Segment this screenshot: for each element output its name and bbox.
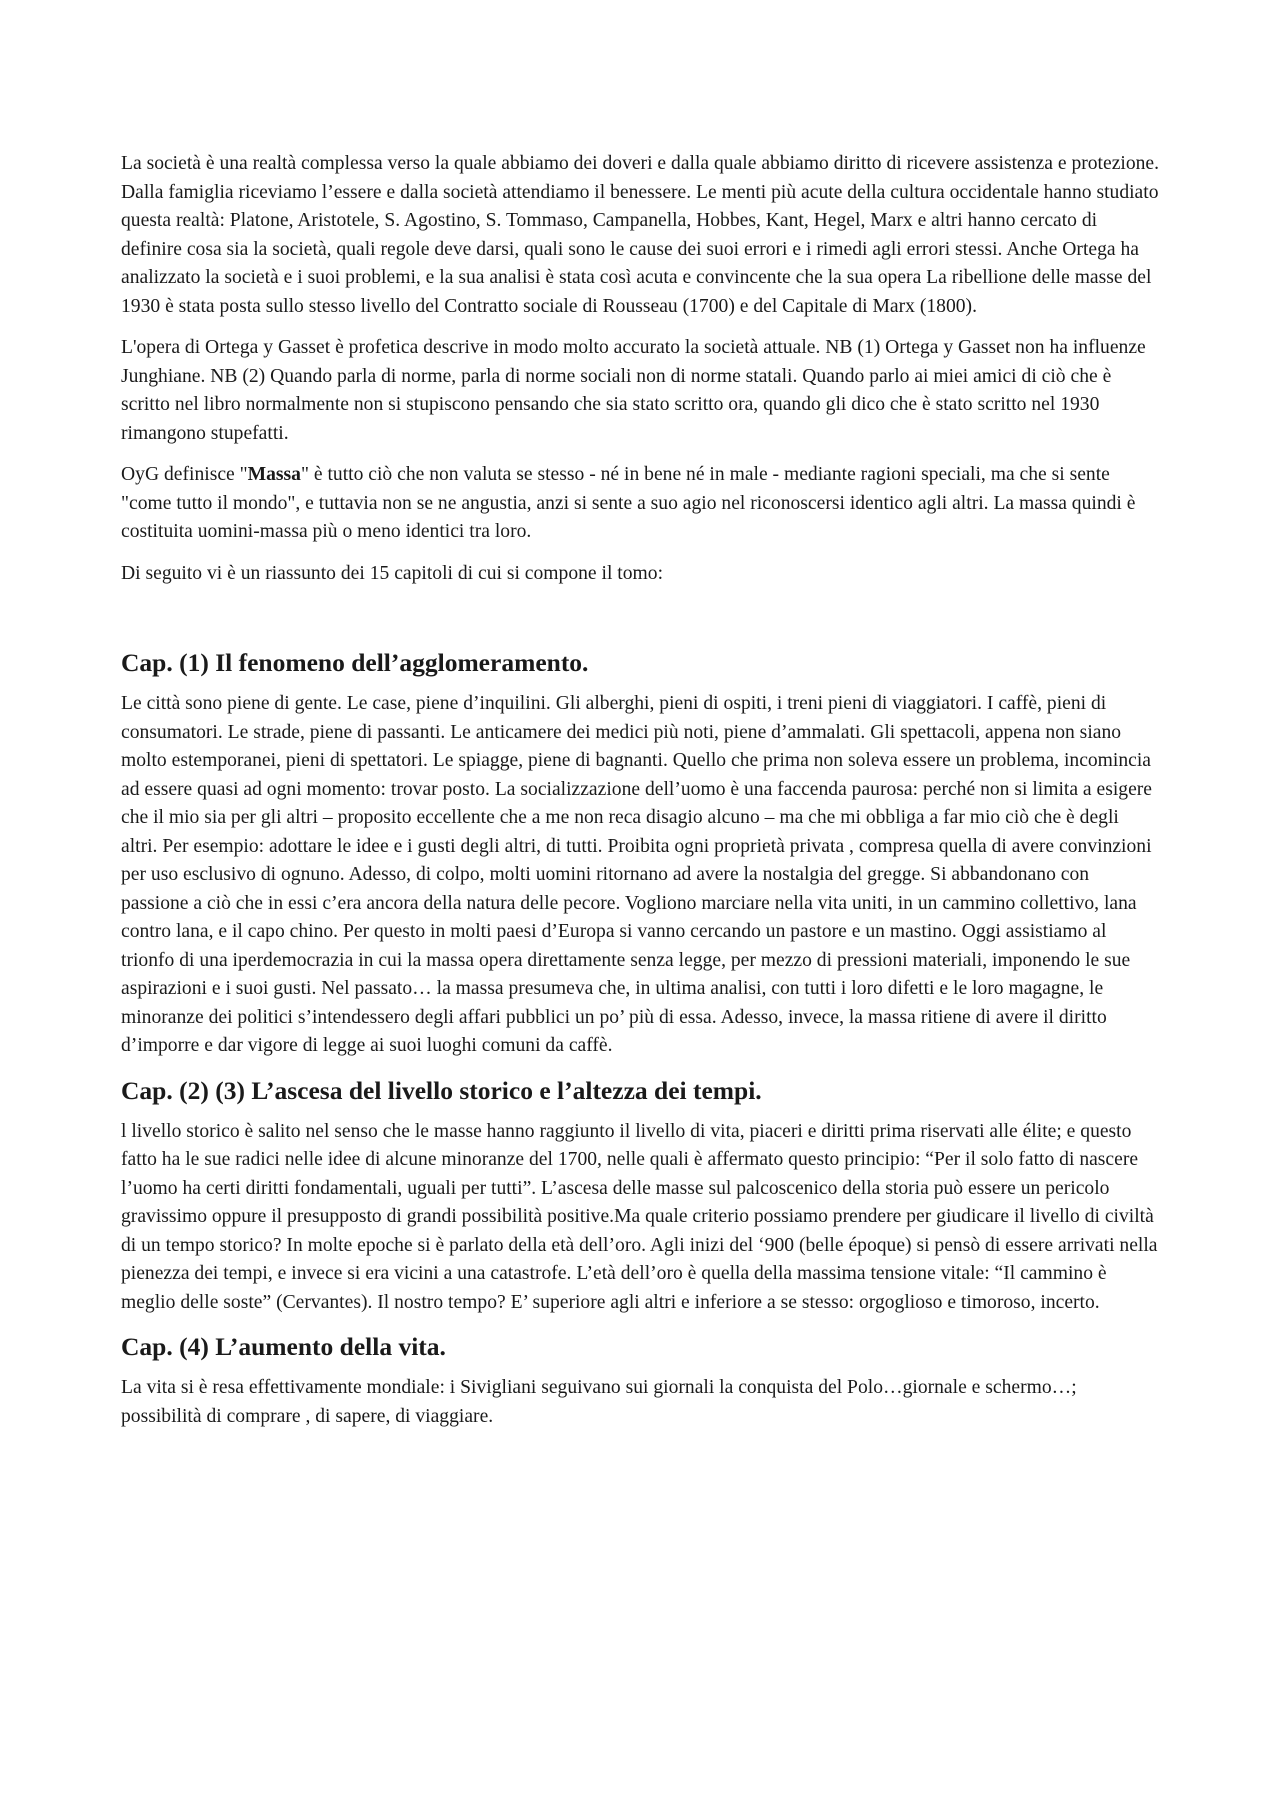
intro-paragraph-1: La società è una realtà complessa verso la quale abbiamo dei doveri e dalla quale abbiamo diritto di ricevere assistenza e protezione. Dalla famiglia riceviamo l’essere e dalla società attendiamo il benessere. Le menti più acute della cultura occidentale hanno studiato questa realtà: Platone, Aristotele, S. Agostino, S. Tommaso, Campanella, Hobbes, Kant, Hegel, Marx e altri hanno cercato di definire cosa sia la società, quali regole deve darsi, quali sono le cause dei suoi errori e i rimedi agli errori stessi. Anche Ortega ha analizzato la società e i suoi problemi, e la sua analisi è stata così acuta e convincente che la sua opera La ribellione delle masse del 1930 è stata posta sullo stesso livello del Contratto sociale di Rousseau (1700) e del Capitale di Marx (1800).: [121, 153, 1160, 317]
chapter-2-3: [121, 1074, 1160, 1318]
intro-paragraph-4: Di seguito vi è un riassunto dei 15 capitoli di cui si compone il tomo:: [121, 562, 664, 584]
chapter-1-title: Cap. (1) Il fenomeno dell’agglomeramento.: [121, 648, 589, 677]
chapter-1: [121, 646, 1160, 1061]
chapter-2-3-text: l livello storico è salito nel senso che le masse hanno raggiunto il livello di vita, piaceri e diritti prima riservati alle élite; e questo fatto ha le sue radici nelle idee di alcune minoranze del 1700, nelle quali è affermato questo principio: “Per il solo fatto di nascere l’uomo ha certi diritti fondamentali, uguali per tutti”. L’ascesa delle masse sul palcoscenico della storia può essere un pericolo gravissimo oppure il presupposto di grandi possibilità positive.Ma quale criterio possiamo prendere per giudicare il livello di civiltà di un tempo storico? In molte epoche si è parlato della età dell’oro. Agli inizi del ‘900 (belle époque) si pensò di essere arrivati nella pienezza dei tempi, e invece si era vicini a una catastrofe. L’età dell’oro è quella della massima tensione vitale: “Il cammino è meglio delle soste” (Cervantes). Il nostro tempo? E’ superiore agli altri e inferiore a se stesso: orgoglioso e timoroso, incerto.: [121, 1120, 1158, 1313]
intro-paragraph-2: L'opera di Ortega y Gasset è profetica descrive in modo molto accurato la società attuale. NB (1) Ortega y Gasset non ha influenze Junghiane. NB (2) Quando parla di norme, parla di norme sociali non di norme statali. Quando parlo ai miei amici di ciò che è scritto nel libro normalmente non si stupiscono pensando che sia stato scritto ora, quando gli dico che è stato scritto nel 1930 rimangono stupefatti.: [121, 337, 1146, 444]
chapter-2-3-title: Cap. (2) (3) L’ascesa del livello storico e l’altezza dei tempi.: [121, 1075, 762, 1105]
massa-term: Massa: [247, 464, 301, 485]
chapter-1-text: Le città sono piene di gente. Le case, piene d’inquilini. Gli alberghi, pieni di ospiti, i treni pieni di viaggiatori. I caffè, pieni di consumatori. Le strade, piene di passanti. Le anticamere dei medici più noti, piene d’ammalati. Gli spettacoli, appena non siano molto estemporanei, pieni di spettatori. Le spiagge, piene di bagnanti. Quello che prima non soleva essere un problema, incomincia ad essere quasi ad ogni momento: trovar posto. La socializzazione dell’uomo è una faccenda paurosa: perché non si limita a esigere che il mio sia per gli altri – proposito eccellente che a me non reca disagio alcuno – ma che mi obbliga a far mio ciò che è degli altri. Per esempio: adottare le idee e i gusti degli altri, di tutti. Proibita ogni proprietà privata , compresa quella di avere convinzioni per uso esclusivo di ognuno. Adesso, di colpo, molti uomini ritornano ad avere la nostalgia del gregge. Si abbandonano con passione a ciò che in essi c’era ancora della natura delle pecore. Vogliono marciare nella vita uniti, in un cammino collettivo, lana contro lana, e il capo chino. Per questo in molti paesi d’Europa si vanno cercando un pastore e un mastino. Oggi assistiamo al trionfo di una iperdemocrazia in cui la massa opera direttamente senza legge, per mezzo di pressioni materiali, imponendo le sue aspirazioni e i suoi gusti. Nel passato… la massa presumeva che, in ultima analisi, con tutti i loro difetti e le loro magagne, le minoranze dei politici s’intendessero degli affari pubblici un po’ più di essa. Adesso, invece, la massa ritiene di avere il diritto d’imporre e dar vigore di legge ai suoi luoghi comuni da caffè.: [121, 693, 1153, 1056]
intro-paragraph-3: [121, 461, 1160, 547]
chapter-4-title: Cap. (4) L’aumento della vita.: [121, 1332, 446, 1361]
chapter-4-text: La vita si è resa effettivamente mondiale: i Sivigliani seguivano sui giornali la conquista del Polo…giornale e schermo…; possibilità di comprare , di sapere, di viaggiare.: [121, 1377, 1077, 1427]
massa-definition-rest: " è tutto ciò che non valuta se stesso - né in bene né in male - mediante ragioni speciali, ma che si sente "come tutto il mondo", e tuttavia non se ne angustia, anzi si sente a suo agio nel riconoscersi identico agli altri. La massa quindi è costituita uomini-massa più o meno identici tra loro.: [121, 464, 1136, 542]
massa-definition-lead: OyG definisce ": [121, 464, 248, 485]
chapter-4: [121, 1330, 1160, 1431]
section-spacer: [121, 588, 1160, 646]
